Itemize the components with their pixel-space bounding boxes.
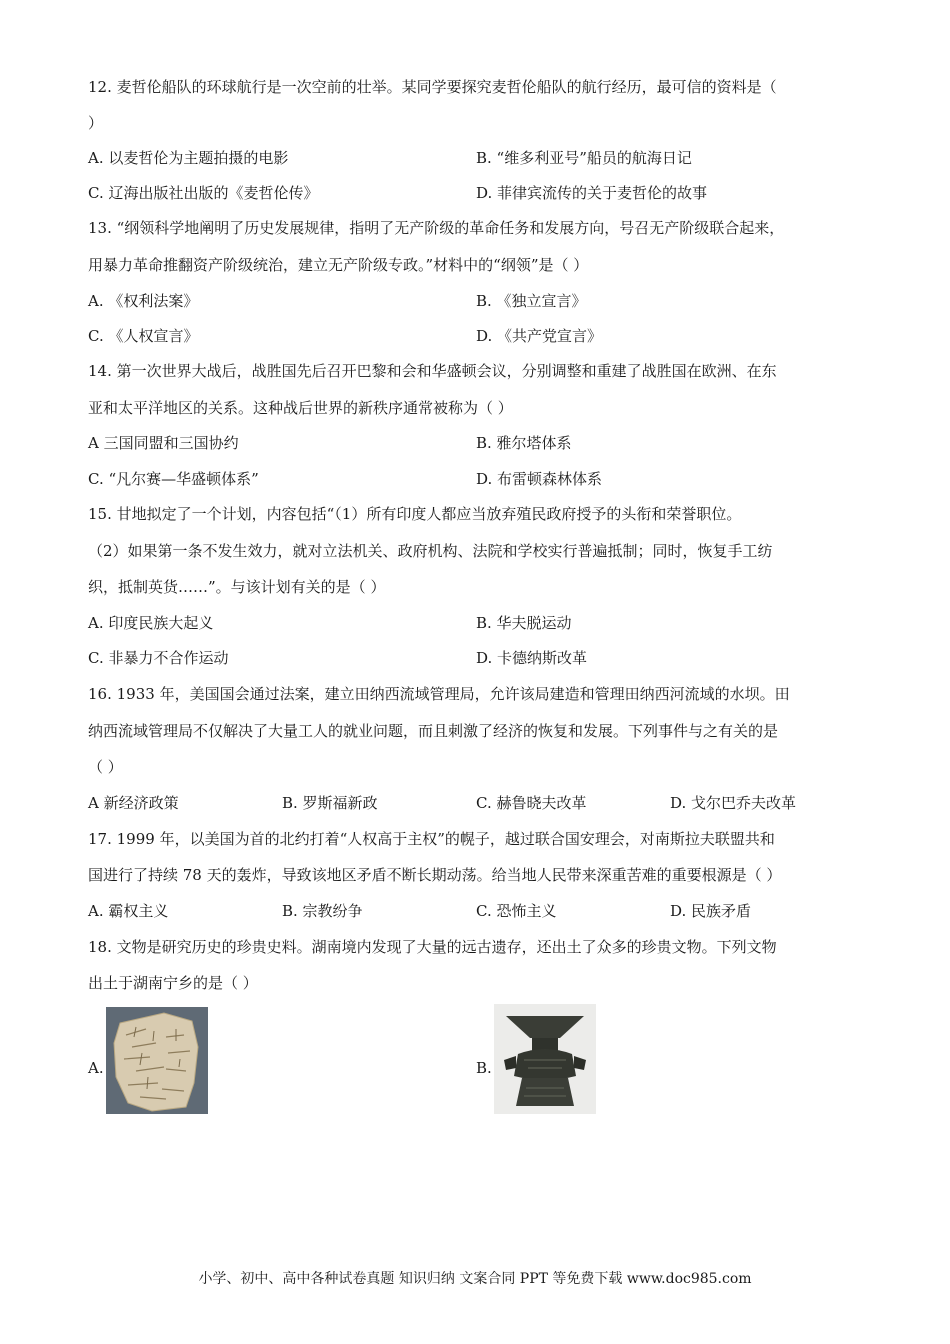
q14-line-1: 14. 第一次世界大战后，战胜国先后召开巴黎和会和华盛顿会议，分别调整和重建了战胜国在欧洲、在东 bbox=[88, 362, 777, 380]
q16-option-b: B. 罗斯福新政 bbox=[282, 794, 378, 812]
q15-option-c: C. 非暴力不合作运动 bbox=[88, 649, 229, 667]
q13-line-2: 用暴力革命推翻资产阶级统治，建立无产阶级专政。”材料中的“纲领”是（ ） bbox=[88, 256, 589, 274]
q16-line-3: （ ） bbox=[88, 758, 123, 776]
page-footer: 小学、初中、高中各种试卷真题 知识归纳 文案合同 PPT 等免费下载 www.doc985.com bbox=[198, 1271, 752, 1287]
q13-option-c: C. 《人权宣言》 bbox=[88, 327, 199, 345]
q15-line-2: （2）如果第一条不发生效力，就对立法机关、政府机构、法院和学校实行普遍抵制；同时，恢复手工纺 bbox=[88, 542, 773, 560]
q16-option-d: D. 戈尔巴乔夫改革 bbox=[670, 794, 797, 812]
q18-line-2: 出土于湖南宁乡的是（ ） bbox=[88, 974, 258, 992]
q16-line-1: 16. 1933 年，美国国会通过法案，建立田纳西流域管理局，允许该局建造和管理田纳西河流域的水坝。田 bbox=[88, 685, 790, 703]
q14-option-a: A 三国同盟和三国协约 bbox=[88, 434, 239, 452]
q18-option-a-label: A. bbox=[88, 1059, 104, 1077]
q14-option-d: D. 布雷顿森林体系 bbox=[476, 470, 603, 488]
q17-option-d: D. 民族矛盾 bbox=[670, 902, 752, 920]
q15-line-1: 15. 甘地拟定了一个计划，内容包括“（1）所有印度人都应当放弃殖民政府授予的头衔和荣誉职位。 bbox=[88, 505, 742, 523]
q13-option-b: B. 《独立宣言》 bbox=[476, 292, 587, 310]
q17-option-b: B. 宗教纷争 bbox=[282, 902, 363, 920]
q13-line-1: 13. “纲领科学地阐明了历史发展规律，指明了无产阶级的革命任务和发展方向，号召无产阶级联合起来， bbox=[88, 219, 785, 237]
q16-line-2: 纳西流域管理局不仅解决了大量工人的就业问题，而且刺激了经济的恢复和发展。下列事件与之有关的是 bbox=[88, 722, 779, 740]
q16-option-a: A 新经济政策 bbox=[88, 794, 179, 812]
q16-option-c: C. 赫鲁晓夫改革 bbox=[476, 794, 587, 812]
q14-option-b: B. 雅尔塔体系 bbox=[476, 434, 572, 452]
oracle-bone-image bbox=[106, 1007, 208, 1114]
q12-option-d: D. 菲律宾流传的关于麦哲伦的故事 bbox=[476, 184, 708, 202]
q18-option-b-label: B. bbox=[476, 1059, 492, 1077]
q13-option-d: D. 《共产党宣言》 bbox=[476, 327, 603, 345]
q17-line-2: 国进行了持续 78 天的轰炸，导致该地区矛盾不断长期动荡。给当地人民带来深重苦难的重要根源是（ ） bbox=[88, 866, 782, 884]
q15-option-a: A. 印度民族大起义 bbox=[88, 614, 214, 632]
q14-line-2: 亚和太平洋地区的关系。这种战后世界的新秩序通常被称为（ ） bbox=[88, 399, 513, 417]
q15-option-d: D. 卡德纳斯改革 bbox=[476, 649, 588, 667]
q12-line-1: 12. 麦哲伦船队的环球航行是一次空前的壮举。某同学要探究麦哲伦船队的航行经历，最可信的资料是（ bbox=[88, 78, 777, 96]
q17-line-1: 17. 1999 年，以美国为首的北约打着“人权高于主权”的幌子，越过联合国安理会，对南斯拉夫联盟共和 bbox=[88, 830, 775, 848]
q17-option-c: C. 恐怖主义 bbox=[476, 902, 557, 920]
q12-option-a: A. 以麦哲伦为主题拍摄的电影 bbox=[88, 149, 289, 167]
q15-option-b: B. 华夫脱运动 bbox=[476, 614, 572, 632]
q14-option-c: C. “凡尔赛—华盛顿体系” bbox=[88, 470, 259, 488]
bronze-zun-image bbox=[494, 1004, 596, 1114]
q17-option-a: A. 霸权主义 bbox=[88, 902, 169, 920]
q12-option-c: C. 辽海出版社出版的《麦哲伦传》 bbox=[88, 184, 319, 202]
q18-line-1: 18. 文物是研究历史的珍贵史料。湖南境内发现了大量的远古遗存，还出土了众多的珍贵文物。下列文物 bbox=[88, 938, 777, 956]
q15-line-3: 织，抵制英货……”。与该计划有关的是（ ） bbox=[88, 578, 386, 596]
q13-option-a: A. 《权利法案》 bbox=[88, 292, 199, 310]
q12-option-b: B. “维多利亚号”船员的航海日记 bbox=[476, 149, 692, 167]
q12-line-2: ） bbox=[88, 114, 104, 132]
